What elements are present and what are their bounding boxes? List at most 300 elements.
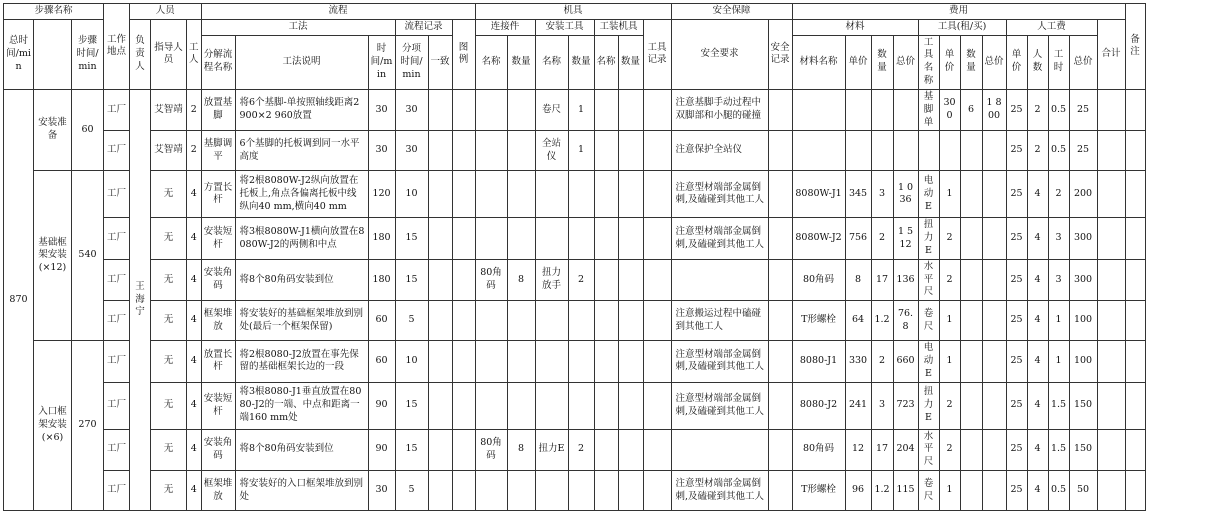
safety-record-cell bbox=[768, 382, 792, 429]
tool-name-cell: 扭力放手 bbox=[535, 259, 568, 300]
material-name-cell: 8080W-J2 bbox=[792, 218, 845, 259]
tool-qty-cell bbox=[568, 301, 594, 341]
sub-process-cell: 框架堆放 bbox=[201, 301, 235, 341]
labor-hours-cell: 0.5 bbox=[1048, 131, 1069, 171]
tools-qty-cell bbox=[960, 259, 982, 300]
tool-record-cell bbox=[643, 301, 671, 341]
labor-persons-cell: 4 bbox=[1027, 259, 1048, 300]
tools-qty-cell bbox=[960, 429, 982, 470]
process-cost-table bbox=[3, 3, 1146, 511]
connector-name-cell bbox=[475, 131, 507, 171]
time-cell: 30 bbox=[368, 89, 395, 130]
tools-qty-cell: 6 bbox=[960, 89, 982, 130]
header-total-time: 总时间/min bbox=[4, 19, 34, 89]
remark-cell bbox=[1125, 341, 1145, 382]
tools-qty-cell bbox=[960, 131, 982, 171]
labor-total-cell: 150 bbox=[1069, 382, 1097, 429]
group-time: 270 bbox=[72, 341, 104, 511]
row-total-cell bbox=[1097, 301, 1125, 341]
labor-price-cell: 25 bbox=[1006, 218, 1027, 259]
sub-process-cell: 安装角码 bbox=[201, 429, 235, 470]
material-price-cell: 96 bbox=[845, 471, 871, 511]
location-cell: 工厂 bbox=[104, 171, 130, 218]
connector-qty-cell bbox=[507, 131, 535, 171]
labor-total-cell: 150 bbox=[1069, 429, 1097, 470]
diagram-cell bbox=[452, 259, 475, 300]
header-tool-qty: 数量 bbox=[568, 35, 594, 89]
safety-req-cell: 注意搬运过程中磕碰到其他工人 bbox=[671, 301, 768, 341]
fixture-qty-cell bbox=[618, 429, 643, 470]
tool-record-cell bbox=[643, 382, 671, 429]
time-cell: 180 bbox=[368, 259, 395, 300]
safety-record-cell bbox=[768, 131, 792, 171]
tools-total-cell bbox=[982, 382, 1006, 429]
material-total-cell: 1 036 bbox=[893, 171, 918, 218]
labor-total-cell: 300 bbox=[1069, 218, 1097, 259]
sub-time-cell: 5 bbox=[395, 471, 428, 511]
remark-cell bbox=[1125, 429, 1145, 470]
material-name-cell: 8080W-J1 bbox=[792, 171, 845, 218]
time-cell: 180 bbox=[368, 218, 395, 259]
tool-qty-cell bbox=[568, 171, 594, 218]
tools-price-cell: 2 bbox=[939, 218, 960, 259]
labor-price-cell: 25 bbox=[1006, 259, 1027, 300]
tools-name-cell: 卷尺 bbox=[918, 301, 939, 341]
tools-qty-cell bbox=[960, 341, 982, 382]
method-desc-cell: 6个基脚的托板调到同一水平高度 bbox=[235, 131, 368, 171]
sub-process-cell: 基脚调平 bbox=[201, 131, 235, 171]
fixture-qty-cell bbox=[618, 341, 643, 382]
instructor-cell: 无 bbox=[151, 218, 187, 259]
tool-qty-cell bbox=[568, 218, 594, 259]
labor-persons-cell: 4 bbox=[1027, 301, 1048, 341]
header-method-desc: 工法说明 bbox=[235, 35, 368, 89]
tool-record-cell bbox=[643, 429, 671, 470]
header-cost: 费用 bbox=[792, 4, 1125, 20]
instructor-cell: 艾智靖 bbox=[151, 131, 187, 171]
consistent-cell bbox=[428, 131, 452, 171]
safety-req-cell: 注意保护全站仪 bbox=[671, 131, 768, 171]
header-step-name-blank bbox=[34, 19, 72, 89]
material-total-cell: 723 bbox=[893, 382, 918, 429]
instructor-cell: 无 bbox=[151, 471, 187, 511]
labor-persons-cell: 4 bbox=[1027, 382, 1048, 429]
location-cell: 工厂 bbox=[104, 259, 130, 300]
fixture-qty-cell bbox=[618, 301, 643, 341]
header-responsible: 负责人 bbox=[130, 19, 151, 89]
header-connector-name: 名称 bbox=[475, 35, 507, 89]
method-desc-cell: 将8个80角码安装到位 bbox=[235, 429, 368, 470]
labor-persons-cell: 4 bbox=[1027, 218, 1048, 259]
tools-price-cell: 300 bbox=[939, 89, 960, 130]
instructor-cell: 无 bbox=[151, 171, 187, 218]
material-qty-cell: 1.2 bbox=[871, 471, 893, 511]
tool-qty-cell bbox=[568, 382, 594, 429]
consistent-cell bbox=[428, 171, 452, 218]
tools-price-cell bbox=[939, 131, 960, 171]
tools-price-cell: 1 bbox=[939, 471, 960, 511]
header-material-total: 总价 bbox=[893, 35, 918, 89]
tools-total-cell bbox=[982, 259, 1006, 300]
remark-cell bbox=[1125, 259, 1145, 300]
labor-persons-cell: 4 bbox=[1027, 429, 1048, 470]
labor-price-cell: 25 bbox=[1006, 89, 1027, 130]
location-cell: 工厂 bbox=[104, 301, 130, 341]
tool-name-cell bbox=[535, 382, 568, 429]
header-tool-name: 名称 bbox=[535, 35, 568, 89]
header-tools-rent: 工具(租/买) bbox=[918, 19, 1006, 35]
tool-record-cell bbox=[643, 89, 671, 130]
labor-price-cell: 25 bbox=[1006, 301, 1027, 341]
safety-req-cell bbox=[671, 259, 768, 300]
tool-qty-cell: 2 bbox=[568, 429, 594, 470]
row-total-cell bbox=[1097, 471, 1125, 511]
instructor-cell: 艾智靖 bbox=[151, 89, 187, 130]
consistent-cell bbox=[428, 471, 452, 511]
time-cell: 60 bbox=[368, 301, 395, 341]
connector-qty-cell bbox=[507, 382, 535, 429]
responsible-cell: 王海宁 bbox=[130, 89, 151, 510]
tool-name-cell: 扭力E bbox=[535, 429, 568, 470]
tools-qty-cell bbox=[960, 471, 982, 511]
header-safety: 安全保障 bbox=[671, 4, 792, 20]
method-desc-cell: 将3根8080-J1垂直放置在8080-J2的一端、中点和距离一端160 mm处 bbox=[235, 382, 368, 429]
labor-price-cell: 25 bbox=[1006, 471, 1027, 511]
workers-cell: 4 bbox=[187, 259, 202, 300]
tool-name-cell bbox=[535, 171, 568, 218]
labor-hours-cell: 1 bbox=[1048, 341, 1069, 382]
sub-time-cell: 10 bbox=[395, 341, 428, 382]
consistent-cell bbox=[428, 429, 452, 470]
header-install-tools: 安装工具 bbox=[535, 19, 594, 35]
header-time: 时间/min bbox=[368, 35, 395, 89]
remark-cell bbox=[1125, 382, 1145, 429]
material-price-cell bbox=[845, 89, 871, 130]
sub-time-cell: 15 bbox=[395, 429, 428, 470]
diagram-cell bbox=[452, 301, 475, 341]
row-total-cell bbox=[1097, 131, 1125, 171]
labor-total-cell: 100 bbox=[1069, 301, 1097, 341]
fixture-name-cell bbox=[594, 171, 618, 218]
sub-process-cell: 安装短杆 bbox=[201, 218, 235, 259]
row-total-cell bbox=[1097, 218, 1125, 259]
location-cell: 工厂 bbox=[104, 429, 130, 470]
material-qty-cell: 17 bbox=[871, 429, 893, 470]
tools-price-cell: 1 bbox=[939, 171, 960, 218]
location-cell: 工厂 bbox=[104, 471, 130, 511]
material-total-cell: 204 bbox=[893, 429, 918, 470]
location-cell: 工厂 bbox=[104, 218, 130, 259]
material-price-cell: 64 bbox=[845, 301, 871, 341]
connector-name-cell bbox=[475, 341, 507, 382]
sub-process-cell: 放置长杆 bbox=[201, 341, 235, 382]
fixture-name-cell bbox=[594, 301, 618, 341]
time-cell: 30 bbox=[368, 131, 395, 171]
header-labor-hours: 工时 bbox=[1048, 35, 1069, 89]
header-remark: 备注 bbox=[1125, 4, 1145, 90]
connector-name-cell bbox=[475, 382, 507, 429]
header-tool-record: 工具记录 bbox=[643, 19, 671, 89]
header-connector-qty: 数量 bbox=[507, 35, 535, 89]
safety-req-cell: 注意型材端部金属倒刺,及磕碰到其他工人 bbox=[671, 218, 768, 259]
material-qty-cell bbox=[871, 89, 893, 130]
sub-process-cell: 安装角码 bbox=[201, 259, 235, 300]
workers-cell: 4 bbox=[187, 171, 202, 218]
material-name-cell: 8080-J1 bbox=[792, 341, 845, 382]
method-desc-cell: 将8个80角码安装到位 bbox=[235, 259, 368, 300]
sub-process-cell: 框架堆放 bbox=[201, 471, 235, 511]
header-material-qty: 数量 bbox=[871, 35, 893, 89]
tool-qty-cell: 1 bbox=[568, 89, 594, 130]
sub-process-cell: 放置基脚 bbox=[201, 89, 235, 130]
tools-name-cell: 水平尺 bbox=[918, 429, 939, 470]
labor-persons-cell: 4 bbox=[1027, 171, 1048, 218]
header-sub-process: 分解流程名称 bbox=[201, 35, 235, 89]
tool-record-cell bbox=[643, 471, 671, 511]
tools-name-cell: 卷尺 bbox=[918, 471, 939, 511]
tool-name-cell bbox=[535, 341, 568, 382]
labor-persons-cell: 4 bbox=[1027, 471, 1048, 511]
tools-price-cell: 1 bbox=[939, 301, 960, 341]
fixture-qty-cell bbox=[618, 171, 643, 218]
header-location: 工作地点 bbox=[104, 4, 130, 90]
diagram-cell bbox=[452, 471, 475, 511]
material-name-cell: 80角码 bbox=[792, 259, 845, 300]
remark-cell bbox=[1125, 171, 1145, 218]
tools-name-cell: 水平尺 bbox=[918, 259, 939, 300]
consistent-cell bbox=[428, 341, 452, 382]
tool-record-cell bbox=[643, 341, 671, 382]
material-name-cell: T形螺栓 bbox=[792, 471, 845, 511]
workers-cell: 2 bbox=[187, 89, 202, 130]
tool-qty-cell bbox=[568, 341, 594, 382]
material-name-cell: 8080-J2 bbox=[792, 382, 845, 429]
tools-qty-cell bbox=[960, 382, 982, 429]
header-labor-price: 单价 bbox=[1006, 35, 1027, 89]
material-total-cell: 115 bbox=[893, 471, 918, 511]
instructor-cell: 无 bbox=[151, 259, 187, 300]
row-total-cell bbox=[1097, 429, 1125, 470]
tool-qty-cell bbox=[568, 471, 594, 511]
sub-time-cell: 15 bbox=[395, 218, 428, 259]
workers-cell: 2 bbox=[187, 131, 202, 171]
header-step-name: 步骤名称 bbox=[4, 4, 104, 20]
material-qty-cell: 3 bbox=[871, 382, 893, 429]
header-workers: 工人 bbox=[187, 19, 202, 89]
connector-name-cell bbox=[475, 301, 507, 341]
method-desc-cell: 将6个基脚-单按照轴线距离2 900×2 960放置 bbox=[235, 89, 368, 130]
header-tools-price: 单价 bbox=[939, 35, 960, 89]
tools-total-cell: 1 800 bbox=[982, 89, 1006, 130]
tools-price-cell: 1 bbox=[939, 341, 960, 382]
header-instructor: 指导人员 bbox=[151, 19, 187, 89]
labor-price-cell: 25 bbox=[1006, 341, 1027, 382]
method-desc-cell: 将2根8080-J2放置在事先保留的基础框架长边的一段 bbox=[235, 341, 368, 382]
tool-record-cell bbox=[643, 218, 671, 259]
group-name: 安装准备 bbox=[34, 89, 72, 170]
header-diagram: 图例 bbox=[452, 19, 475, 89]
header-method: 工法 bbox=[201, 19, 395, 35]
material-price-cell: 345 bbox=[845, 171, 871, 218]
safety-req-cell: 注意型材端部金属倒刺,及磕碰到其他工人 bbox=[671, 341, 768, 382]
material-price-cell: 241 bbox=[845, 382, 871, 429]
fixture-qty-cell bbox=[618, 259, 643, 300]
labor-hours-cell: 1 bbox=[1048, 301, 1069, 341]
method-desc-cell: 将3根8080W-J1横向放置在8080W-J2的两侧和中点 bbox=[235, 218, 368, 259]
safety-record-cell bbox=[768, 218, 792, 259]
fixture-name-cell bbox=[594, 131, 618, 171]
material-total-cell: 136 bbox=[893, 259, 918, 300]
total-time-cell: 870 bbox=[4, 89, 34, 510]
diagram-cell bbox=[452, 341, 475, 382]
remark-cell bbox=[1125, 89, 1145, 130]
labor-hours-cell: 3 bbox=[1048, 218, 1069, 259]
labor-hours-cell: 0.5 bbox=[1048, 89, 1069, 130]
material-total-cell: 1 512 bbox=[893, 218, 918, 259]
time-cell: 120 bbox=[368, 171, 395, 218]
instructor-cell: 无 bbox=[151, 301, 187, 341]
material-price-cell: 12 bbox=[845, 429, 871, 470]
location-cell: 工厂 bbox=[104, 89, 130, 130]
tools-name-cell: 电动E bbox=[918, 341, 939, 382]
tools-name-cell: 扭力E bbox=[918, 382, 939, 429]
instructor-cell: 无 bbox=[151, 341, 187, 382]
connector-qty-cell: 8 bbox=[507, 259, 535, 300]
material-price-cell bbox=[845, 131, 871, 171]
safety-record-cell bbox=[768, 301, 792, 341]
header-material-price: 单价 bbox=[845, 35, 871, 89]
labor-hours-cell: 1.5 bbox=[1048, 382, 1069, 429]
group-time: 540 bbox=[72, 171, 104, 341]
material-qty-cell: 2 bbox=[871, 341, 893, 382]
labor-price-cell: 25 bbox=[1006, 171, 1027, 218]
time-cell: 90 bbox=[368, 382, 395, 429]
labor-total-cell: 200 bbox=[1069, 171, 1097, 218]
group-name: 基础框架安装(×12) bbox=[34, 171, 72, 341]
material-price-cell: 8 bbox=[845, 259, 871, 300]
connector-name-cell bbox=[475, 471, 507, 511]
sub-time-cell: 30 bbox=[395, 131, 428, 171]
connector-qty-cell bbox=[507, 341, 535, 382]
material-total-cell bbox=[893, 131, 918, 171]
tool-record-cell bbox=[643, 171, 671, 218]
consistent-cell bbox=[428, 89, 452, 130]
material-qty-cell bbox=[871, 131, 893, 171]
material-qty-cell: 1.2 bbox=[871, 301, 893, 341]
remark-cell bbox=[1125, 471, 1145, 511]
header-tools-total: 总价 bbox=[982, 35, 1006, 89]
method-desc-cell: 将安装好的入口框架堆放到别处 bbox=[235, 471, 368, 511]
workers-cell: 4 bbox=[187, 301, 202, 341]
remark-cell bbox=[1125, 131, 1145, 171]
labor-hours-cell: 2 bbox=[1048, 171, 1069, 218]
consistent-cell bbox=[428, 301, 452, 341]
remark-cell bbox=[1125, 301, 1145, 341]
fixture-qty-cell bbox=[618, 471, 643, 511]
fixture-name-cell bbox=[594, 259, 618, 300]
labor-hours-cell: 1.5 bbox=[1048, 429, 1069, 470]
fixture-name-cell bbox=[594, 341, 618, 382]
material-total-cell bbox=[893, 89, 918, 130]
fixture-qty-cell bbox=[618, 218, 643, 259]
labor-price-cell: 25 bbox=[1006, 429, 1027, 470]
safety-record-cell bbox=[768, 171, 792, 218]
row-total-cell bbox=[1097, 259, 1125, 300]
header-consistent: 一致 bbox=[428, 35, 452, 89]
tools-total-cell bbox=[982, 131, 1006, 171]
material-name-cell: 80角码 bbox=[792, 429, 845, 470]
material-qty-cell: 2 bbox=[871, 218, 893, 259]
fixture-name-cell bbox=[594, 429, 618, 470]
connector-name-cell bbox=[475, 218, 507, 259]
header-total: 合计 bbox=[1097, 19, 1125, 89]
fixture-qty-cell bbox=[618, 89, 643, 130]
fixture-name-cell bbox=[594, 382, 618, 429]
material-qty-cell: 3 bbox=[871, 171, 893, 218]
tools-name-cell: 扭力E bbox=[918, 218, 939, 259]
fixture-qty-cell bbox=[618, 382, 643, 429]
header-process-record: 流程记录 bbox=[395, 19, 452, 35]
diagram-cell bbox=[452, 171, 475, 218]
tools-total-cell bbox=[982, 218, 1006, 259]
workers-cell: 4 bbox=[187, 471, 202, 511]
diagram-cell bbox=[452, 131, 475, 171]
row-total-cell bbox=[1097, 382, 1125, 429]
consistent-cell bbox=[428, 218, 452, 259]
header-tools-name: 工具名称 bbox=[918, 35, 939, 89]
connector-name-cell bbox=[475, 89, 507, 130]
consistent-cell bbox=[428, 259, 452, 300]
connector-name-cell: 80角码 bbox=[475, 429, 507, 470]
tools-name-cell: 电动E bbox=[918, 171, 939, 218]
material-price-cell: 756 bbox=[845, 218, 871, 259]
labor-hours-cell: 3 bbox=[1048, 259, 1069, 300]
labor-total-cell: 300 bbox=[1069, 259, 1097, 300]
tool-qty-cell: 1 bbox=[568, 131, 594, 171]
sub-time-cell: 15 bbox=[395, 382, 428, 429]
tool-record-cell bbox=[643, 131, 671, 171]
connector-qty-cell bbox=[507, 89, 535, 130]
group-name: 入口框架安装(×6) bbox=[34, 341, 72, 511]
fixture-qty-cell bbox=[618, 131, 643, 171]
material-name-cell: T形螺栓 bbox=[792, 301, 845, 341]
labor-persons-cell: 2 bbox=[1027, 131, 1048, 171]
safety-req-cell: 注意型材端部金属倒刺,及磕碰到其他工人 bbox=[671, 471, 768, 511]
group-time: 60 bbox=[72, 89, 104, 170]
connector-name-cell: 80角码 bbox=[475, 259, 507, 300]
tools-name-cell bbox=[918, 131, 939, 171]
tool-name-cell: 卷尺 bbox=[535, 89, 568, 130]
labor-total-cell: 25 bbox=[1069, 89, 1097, 130]
header-safety-record: 安全记录 bbox=[768, 19, 792, 89]
diagram-cell bbox=[452, 89, 475, 130]
remark-cell bbox=[1125, 218, 1145, 259]
fixture-name-cell bbox=[594, 471, 618, 511]
tools-qty-cell bbox=[960, 171, 982, 218]
tools-total-cell bbox=[982, 429, 1006, 470]
material-total-cell: 76.8 bbox=[893, 301, 918, 341]
material-name-cell bbox=[792, 89, 845, 130]
header-sub-time: 分项时间/min bbox=[395, 35, 428, 89]
diagram-cell bbox=[452, 218, 475, 259]
tools-total-cell bbox=[982, 341, 1006, 382]
material-qty-cell: 17 bbox=[871, 259, 893, 300]
safety-req-cell: 注意基脚手动过程中双脚部和小腿的碰撞 bbox=[671, 89, 768, 130]
labor-hours-cell: 0.5 bbox=[1048, 471, 1069, 511]
tool-name-cell: 全站仪 bbox=[535, 131, 568, 171]
safety-record-cell bbox=[768, 471, 792, 511]
method-desc-cell: 将2根8080W-J2纵向放置在托板上,角点各偏离托板中线纵向40 mm,横向40 mm bbox=[235, 171, 368, 218]
